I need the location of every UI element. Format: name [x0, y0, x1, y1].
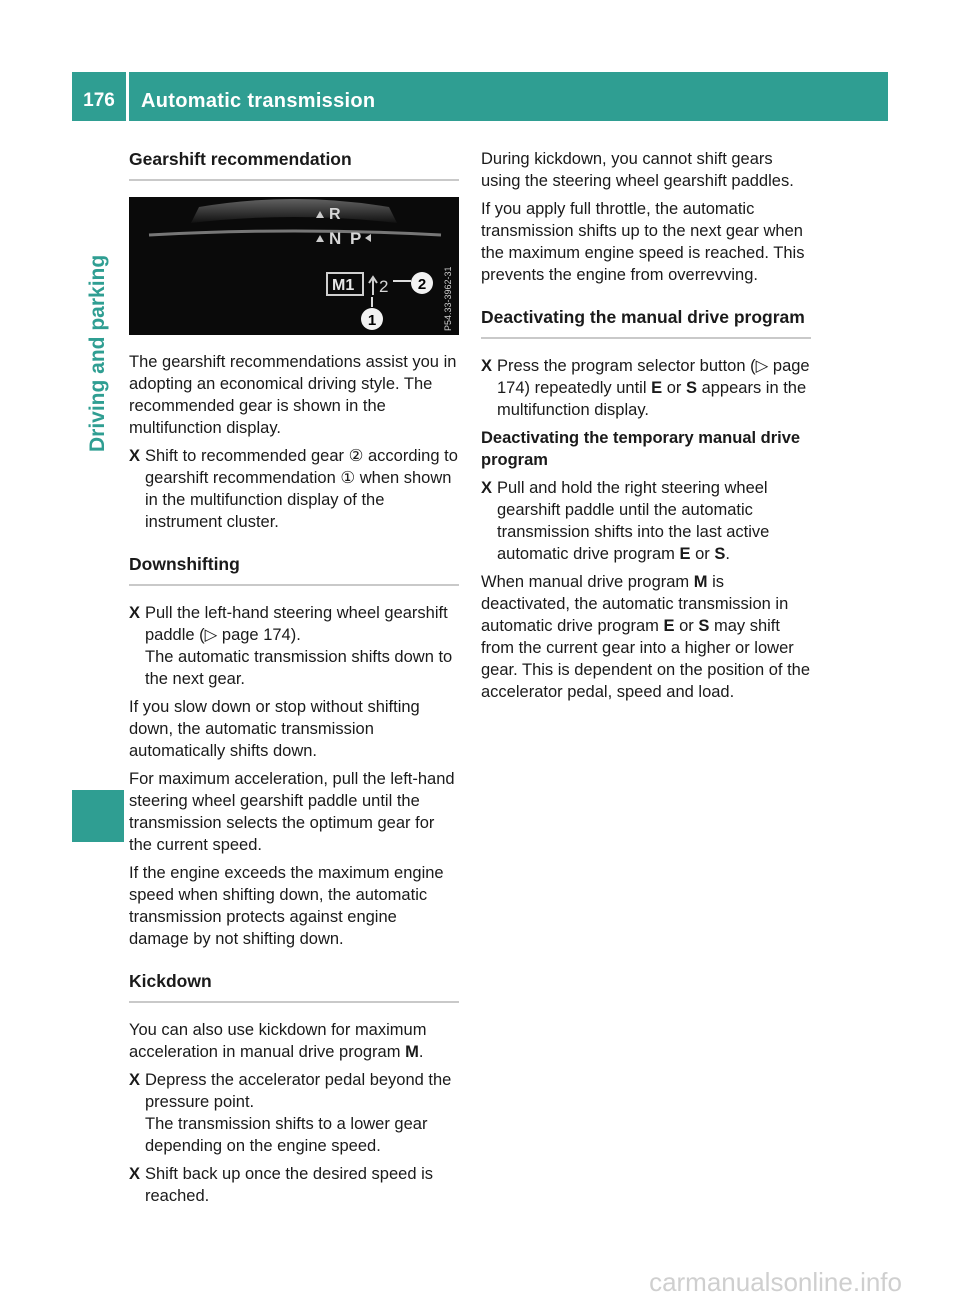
step-marker-icon: X	[481, 357, 493, 375]
deactivate-manual-step-text: Press the program selector button (▷ page 174) repeatedly until	[497, 357, 810, 397]
program-s-label: S	[698, 617, 710, 635]
deactivate-temp-heading: Deactivating the temporary manual drive program	[481, 429, 801, 469]
kickdown-paddles-note: During kickdown, you cannot shift gears using the steering wheel gearshift paddles.	[481, 150, 794, 190]
deactivate-manual-step	[481, 355, 811, 421]
kickdown-step-1-result: The transmission shifts to a lower gear depending on the engine speed.	[145, 1115, 428, 1155]
side-section-label-text: Driving and parking	[86, 254, 109, 452]
kickdown-step-2	[129, 1163, 459, 1207]
step-marker-icon: X	[129, 604, 141, 622]
downshifting-step-result: The automatic transmission shifts down to the next gear.	[145, 648, 453, 688]
page-title: Automatic transmission	[141, 90, 376, 112]
side-section-label	[84, 252, 114, 452]
gearshift-display-illustration	[129, 197, 459, 335]
callout-2-label: 2	[417, 276, 427, 293]
program-e-label: E	[679, 545, 691, 563]
or-text: or	[674, 617, 699, 635]
left-column	[129, 148, 459, 1213]
downshifting-para-2: For maximum acceleration, pull the left-hand steering wheel gearshift paddle until the transmission selects the optimum gear for the current speed.	[129, 770, 455, 854]
downshifting-step	[129, 602, 459, 690]
kickdown-intro-text: You can also use kickdown for maximum acceleration in manual drive program	[129, 1021, 427, 1061]
step-marker-icon: X	[481, 479, 493, 497]
gear-n-label: N	[329, 229, 342, 248]
gearshift-display-figure	[129, 197, 459, 335]
kickdown-intro-end: .	[418, 1043, 424, 1061]
deactivated-note-text: When manual drive program	[481, 573, 694, 591]
kickdown-heading: Kickdown	[129, 970, 459, 1003]
callout-1-label: 1	[367, 312, 377, 329]
step-marker-icon: X	[129, 447, 141, 465]
page-number: 176	[83, 90, 115, 111]
kickdown-step-1	[129, 1069, 459, 1157]
gearshift-heading: Gearshift recommendation	[129, 148, 459, 181]
step-marker-icon: X	[129, 1165, 141, 1183]
page-header	[72, 72, 888, 121]
right-column	[481, 148, 811, 709]
gear-m1-label: M1	[332, 277, 355, 294]
kickdown-step-2-text: Shift back up once the desired speed is reached.	[145, 1165, 434, 1205]
program-e-label: E	[651, 379, 663, 397]
or-text: or	[662, 379, 686, 397]
full-throttle-note: If you apply full throttle, the automatic transmission shifts up to the next gear when the maximum engine speed is reached. This prevents the engine from overrevving.	[481, 200, 805, 284]
program-s-label: S	[714, 545, 726, 563]
gearshift-step	[129, 445, 459, 533]
deactivated-note	[481, 571, 811, 703]
deactivate-temp-step	[481, 477, 811, 565]
recommended-gear-label: 2	[379, 277, 389, 296]
downshifting-heading: Downshifting	[129, 553, 459, 586]
gear-p-label: P	[350, 229, 362, 248]
kickdown-step-1-text: Depress the accelerator pedal beyond the pressure point.	[145, 1071, 452, 1111]
gearshift-intro: The gearshift recommendations assist you in adopting an economical driving style. The recommended gear is shown in the multifunction display.	[129, 353, 457, 437]
downshifting-para-3: If the engine exceeds the maximum engine speed when shifting down, the automatic transmission protects against engine damage by not shifting down.	[129, 864, 444, 948]
or-text: or	[690, 545, 715, 563]
program-s-label: S	[685, 379, 697, 397]
deactivate-manual-heading: Deactivating the manual drive program	[481, 306, 811, 339]
deactivate-temp-step-text: Pull and hold the right steering wheel gearshift paddle until the automatic transmission shifts into the last active automatic drive program	[497, 479, 770, 563]
kickdown-intro	[129, 1019, 459, 1063]
deactivate-manual-step-end: appears in the multifunction display.	[497, 379, 807, 419]
downshifting-para-1: If you slow down or stop without shifting down, the automatic transmission automatically shifts down.	[129, 698, 420, 760]
watermark: carmanualsonline.info	[649, 1267, 902, 1297]
program-m-label: M	[405, 1043, 419, 1061]
deactivated-note-text: may shift from the current gear into a higher or lower gear. This is dependent on the position of the accelerator pedal, speed and load.	[481, 617, 811, 701]
program-e-label: E	[663, 617, 675, 635]
figure-code: P54.33-3962-31	[443, 266, 453, 331]
header-divider	[126, 72, 129, 121]
side-section-marker	[72, 790, 124, 842]
downshifting-step-text: Pull the left-hand steering wheel gearshift paddle (▷ page 174).	[145, 604, 448, 644]
deactivate-temp-step-end: .	[725, 545, 730, 563]
program-m-label: M	[693, 573, 708, 591]
gearshift-step-text: Shift to recommended gear ② according to gearshift recommendation ① when shown in the multifunction display of the instrument cluster.	[145, 447, 458, 531]
gear-r-label: R	[329, 206, 341, 223]
deactivated-note-text: is deactivated, the automatic transmission in automatic drive program	[481, 573, 789, 635]
step-marker-icon: X	[129, 1071, 141, 1089]
